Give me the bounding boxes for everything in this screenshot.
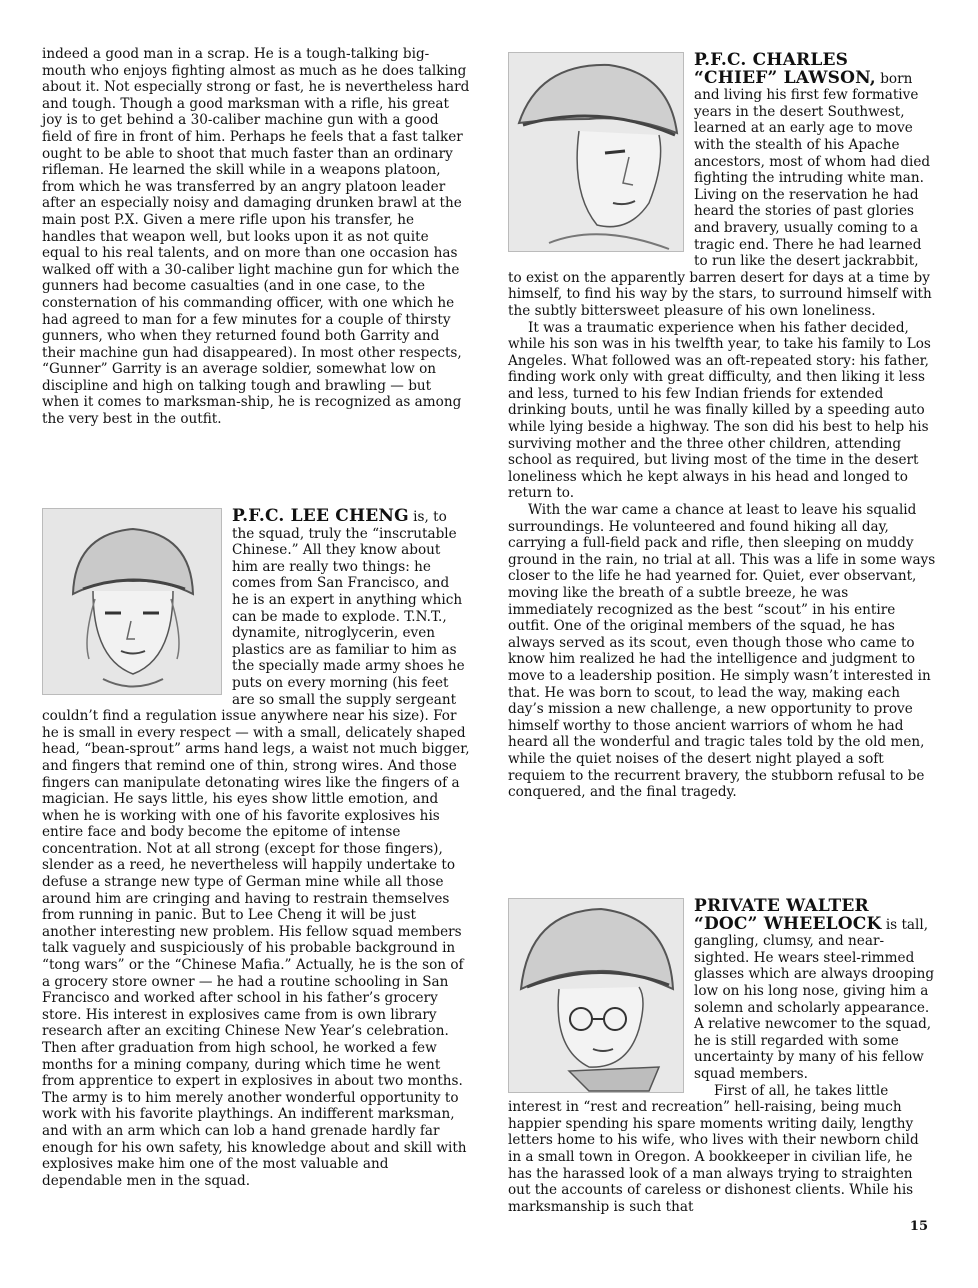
cheng-heading: P.F.C. LEE CHENG xyxy=(232,506,409,526)
lawson-portrait xyxy=(508,52,684,252)
wheelock-para2: First of all, he takes little interest in “rest and recreation” hell-raising, being much happier spending his spare moments writing daily, lengthy letters home to his wife, who lives with their newborn child in a small town in Oregon. A bookkeeper in civilian life, he has the harassed look of a man always trying to straighten out the accounts of careless or dishonest clients. While his marksmanship is such that xyxy=(508,1082,919,1215)
wheelock-portrait xyxy=(508,898,684,1093)
lawson-para3: With the war came a chance at least to leave his squalid surroundings. He volunteered and found hiking all day, carrying a full-field pack and rifle, then sleeping on muddy ground in the rain, no trial at all. This was a life in some ways closer to the life he had yearned for. Quiet, ever observant, moving like the breath of a subtle breeze, he was immediately recognized as the best “scout” in his entire outfit. One of the original members of the squad, he has always served as its scout, even though those who came to know him realized he had the intelligence and judgment to move to a leadership position. He simply wasn’t interested in that. He was born to scout, to lead the way, making each day’s mission a new challenge, a new opportunity to prove himself worthy to those ancient warriors of whom he had heard all the wonderful and tragic tales told by the old men, while the quiet noises of the desert night played a soft requiem to the recurrent bravery, the stubborn refusal to be conquered, and the final tragedy. xyxy=(508,502,936,801)
lawson-para2: It was a traumatic experience when his father decided, while his son was in his twelfth year, to take his family to Los Angeles. What followed was an oft-repeated story: his father, finding work only with great difficulty, and then liking it less and less, turned to his few Indian friends for extended drinking bouts, until he was finally killed by a speeding auto while lying beside a highway. The son did his best to help his surviving mother and the three other children, attending school as required, but living most of the time in the desert loneliness which he kept always in his head and longed to return to. xyxy=(508,319,931,502)
garrity-column xyxy=(42,46,470,428)
wheelock-section xyxy=(508,898,936,1215)
wheelock-heading: PRIVATE WALTER “DOC” WHEELOCK xyxy=(694,896,882,934)
lawson-heading: P.F.C. CHARLES “CHIEF” LAWSON, xyxy=(694,50,876,88)
lawson-para1: born and living his first few formative years in the desert Southwest, learned at an early age to move with the stealth of his Apache ancestors, most of whom had died fighting the intruding white man. Living on the reservation he had heard the stories of past glories and bravery, usually coming to a tragic end. There he had learned to run like the desert jackrabbit, to exist on the apparently barren desert for days at a time by himself, to find his way by the stars, to surround himself with the subtly bittersweet pleasure of his own loneliness. xyxy=(508,70,932,319)
wheelock-para1: is tall, gangling, clumsy, and near-sighted. He wears steel-rimmed glasses which are always drooping low on his long nose, giving him a solemn and scholarly appearance. A relative newcomer to the squad, he is still regarded with some uncertainty by many of his fellow squad members. xyxy=(694,916,935,1082)
lawson-section xyxy=(508,52,936,801)
cheng-section xyxy=(42,508,470,1189)
page-number: 15 xyxy=(909,1219,928,1234)
garrity-text: indeed a good man in a scrap. He is a tough-talking big-mouth who enjoys fighting almost as much as he does talking about it. Not especially strong or fast, he is nevertheless hard and tough. Though a good marksman with a rifle, his great joy is to get behind a 30-caliber machine gun with a good field of fire in front of him. Perhaps he feels that a fast talker ought to be able to shoot that much faster than an ordinary rifleman. He learned the skill while in a weapons platoon, from which he was transferred by an angry platoon leader after an especially noisy and damaging drunken brawl at the main post P.X. Given a mere rifle upon his transfer, he handles that weapon well, but looks upon it as not quite equal to his real talents, and on more than one occasion has walked off with a 30-caliber light machine gun for which the gunners had become casualties (and in one case, to the consternation of his commanding officer, with one which he had agreed to man for a few minutes for a couple of thirsty gunners, who when they returned found both Garrity and their machine gun had disappeared). In most other respects, “Gunner” Garrity is an average soldier, somewhat low on discipline and high on talking tough and brawling — but when it comes to marksman-ship, he is recognized as among the very best in the outfit. xyxy=(42,46,470,428)
cheng-portrait xyxy=(42,508,222,695)
cheng-text: is, to the squad, truly the “inscrutable Chinese.” All they know about him are really two things: he comes from San Francisco, and he is an expert in anything which can be made to explode. T.N.T., dynamite, nitroglycerin, even plastics are as familiar to him as the specially made army shoes he puts on every morning (his feet are so small the supply sergeant couldn’t find a regulation issue anywhere near his size). For he is small in every respect — with a small, delicately shaped head, “bean-sprout” arms hand legs, a waist not much bigger, and fingers that remind one of thin, strong wires. And those fingers can manipulate detonating wires like the fingers of a magician. He says little, his eyes show little emotion, and when he is working with one of his favorite explosives his entire face and body become the epitome of intense concentration. Not at all strong (except for those fingers), slender as a reed, he nevertheless will happily undertake to defuse a strange new type of German mine while all those around him are cringing and having to restrain themselves from running in panic. But to Lee Cheng it will be just another interesting new problem. His fellow squad members talk vaguely and suspiciously of his probable background in “tong wars” or the “Chinese Mafia.” Actually, he is the son of a grocery store owner — he had a routine schooling in San Francisco and worked after school in his father’s grocery store. His interest in explosives came from is own library research after an exciting Chinese New Year’s celebration. Then after graduation from high school, he worked a few months for a mining company, during which time he went from apprentice to expert in explosives in about two months. The army is to him merely another wonderful opportunity to work with his favorite playthings. An indifferent marksman, and with an arm which can lob a hand grenade hardly far enough for his own safety, his knowledge about and skill with explosives make him one of the most valuable and dependable men in the squad. xyxy=(42,509,470,1189)
